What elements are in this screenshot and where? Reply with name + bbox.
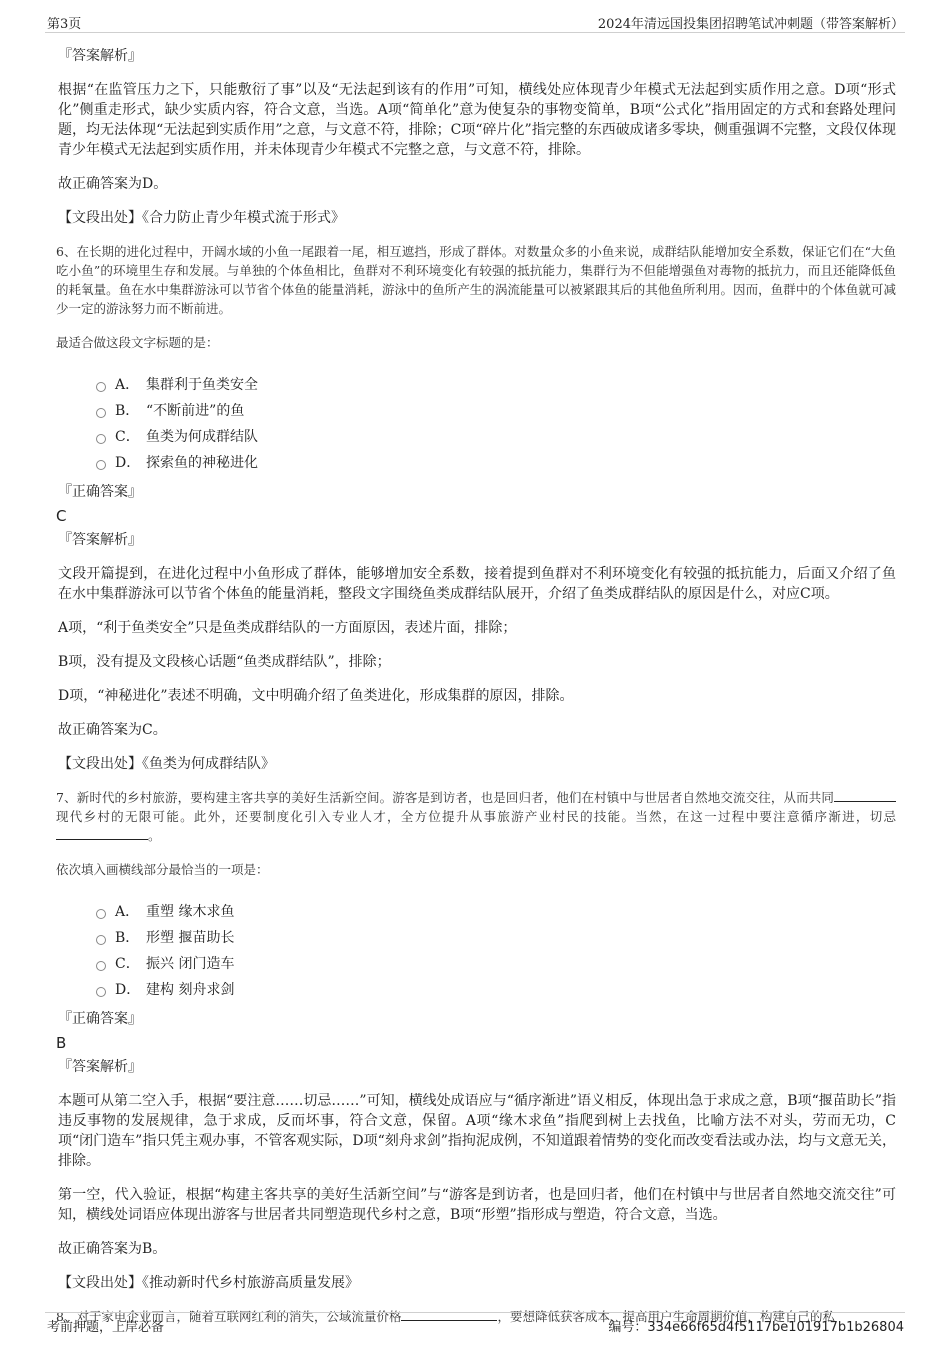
option-text: 建构 刻舟求剑 — [146, 982, 235, 998]
q6-prompt: 最适合做这段文字标题的是： — [56, 335, 219, 350]
q6-option-a[interactable] — [96, 372, 896, 398]
q7-option-d[interactable] — [96, 977, 896, 1003]
footer-divider — [45, 1312, 905, 1313]
q5-analysis-paragraph: 根据“在监管压力之下，只能敷衍了事”以及“无法起到该有的作用”可知，横线处应体现青少年模式无法起到实质作用之意。D项“形式化”侧重走形式，缺少实质内容，符合文意，当选。A项“简单化”意为使复杂的事物变简单，B项“公式化”指用固定的方式和套路处理问题，均无法体现“无法起到实质作用”之意，与文意不符，排除；C项“碎片化”指完整的东西破成诸多零块，侧重强调不完整，文段仅体现青少年模式无法起到实质作用，并未体现青少年模式不完整之意，与文意不符，排除。 — [58, 82, 896, 158]
q7-text-part: 。 — [148, 828, 161, 843]
header-divider — [45, 32, 905, 33]
q6-option-c[interactable] — [96, 424, 896, 450]
q7-conclusion: 故正确答案为B。 — [58, 1241, 167, 1257]
fill-blank — [834, 789, 896, 802]
q7-analysis-paragraph: 第一空，代入验证，根据“构建主客共享的美好生活新空间”与“游客是到访者，也是回归者，他们在村镇中与世居者自然地交流交往”可知，横线处词语应体现出游客与世居者共同塑造现代乡村之意，B项“形塑”指形成与塑造，符合文意，当选。 — [58, 1187, 896, 1223]
q7-option-b[interactable] — [96, 925, 896, 951]
option-text: 重塑 缘木求鱼 — [146, 904, 235, 920]
radio-icon[interactable] — [96, 935, 106, 945]
footer-code-label: 编号： — [608, 1320, 648, 1335]
q6-correct-label: 『正确答案』 — [58, 484, 142, 500]
q7-source: 【文段出处】《推动新时代乡村旅游高质量发展》 — [58, 1275, 359, 1291]
q8-text-part: 8、对于家电企业而言，随着互联网红利的消失，公域流量价格 — [56, 1309, 402, 1324]
q5-source: 【文段出处】《合力防止青少年模式流于形式》 — [58, 210, 345, 226]
q6-conclusion: 故正确答案为C。 — [58, 722, 167, 738]
page-footer — [0, 1312, 950, 1342]
option-text: 振兴 闭门造车 — [146, 956, 235, 972]
q8-text-part: ，要想降低获客成本、提高用户生命周期价值，构建自己的私 — [497, 1309, 835, 1324]
q7-analysis-paragraph: 本题可从第二空入手，根据“要注意……切忌……”可知，横线处成语应与“循序渐进”语义相反，体现出急于求成之意，B项“揠苗助长”指违反事物的发展规律，急于求成，反而坏事，符合文意，保留。A项“缘木求鱼”指爬到树上去找鱼，比喻方法不对头，劳而无功，C项“闭门造车”指只凭主观办事，不管客观实际，D项“刻舟求剑”指拘泥成例，不知道跟着情势的变化而改变看法或办法，均与文意无关，排除。 — [58, 1093, 896, 1169]
option-key: C． — [115, 429, 140, 445]
radio-icon[interactable] — [96, 987, 106, 997]
q6-analysis-paragraph: 文段开篇提到，在进化过程中小鱼形成了群体，能够增加安全系数，接着提到鱼群对不利环境变化有较强的抵抗能力，后面又介绍了鱼在水中集群游泳可以节省个体鱼的能量消耗，整段文字围绕鱼类成群结队展开，介绍了鱼类成群结队的原因是什么，对应C项。 — [58, 566, 896, 602]
q6-question: 6、在长期的进化过程中，开阔水域的小鱼一尾跟着一尾，相互遮挡，形成了群体。对数量众多的小鱼来说，成群结队能增加安全系数，保证它们在“大鱼吃小鱼”的环境里生存和发展。与单独的个体鱼相比，鱼群对不利环境变化有较强的抵抗能力，集群行为不但能增强鱼对毒物的抵抗力，而且还能降低鱼的耗氧量。鱼在水中集群游泳可以节省个体鱼的能量消耗，游泳中的鱼所产生的涡流能量可以被紧跟其后的其他鱼所利用。因而，鱼群中的个体鱼就可减少一定的游泳努力而不断前进。 — [56, 244, 896, 316]
option-key: A． — [115, 377, 140, 393]
footer-code — [608, 1316, 904, 1335]
option-text: 鱼类为何成群结队 — [146, 429, 258, 445]
option-text: 形塑 揠苗助长 — [146, 930, 235, 946]
radio-icon[interactable] — [96, 382, 106, 392]
q7-analysis-label: 『答案解析』 — [58, 1059, 142, 1075]
q7-prompt: 依次填入画横线部分最恰当的一项是： — [56, 862, 269, 877]
page-content — [56, 46, 896, 1342]
q5-conclusion: 故正确答案为D。 — [58, 176, 168, 192]
q6-analysis-label: 『答案解析』 — [58, 532, 142, 548]
q7-correct-answer: B — [56, 1034, 67, 1052]
option-text: 集群利于鱼类安全 — [146, 377, 258, 393]
q7-options — [96, 899, 896, 1003]
page-number: 第3页 — [47, 17, 82, 32]
page-header — [0, 0, 950, 30]
q6-analysis-paragraph: A项，“利于鱼类安全”只是鱼类成群结队的一方面原因，表述片面，排除； — [58, 620, 517, 636]
option-key: B． — [115, 403, 140, 419]
option-key: C． — [115, 956, 140, 972]
q5-analysis-label: 『答案解析』 — [58, 48, 142, 64]
q7-option-a[interactable] — [96, 899, 896, 925]
radio-icon[interactable] — [96, 408, 106, 418]
q6-option-d[interactable] — [96, 450, 896, 476]
q7-question — [56, 788, 896, 845]
radio-icon[interactable] — [96, 434, 106, 444]
q6-options — [96, 372, 896, 476]
option-text: 探索鱼的神秘进化 — [146, 455, 258, 471]
option-key: D． — [115, 982, 141, 998]
option-text: “不断前进”的鱼 — [146, 403, 245, 419]
radio-icon[interactable] — [96, 460, 106, 470]
radio-icon[interactable] — [96, 961, 106, 971]
q6-analysis-paragraph: B项，没有提及文段核心话题“鱼类成群结队”，排除； — [58, 654, 391, 670]
q6-source: 【文段出处】《鱼类为何成群结队》 — [58, 756, 275, 772]
q7-option-c[interactable] — [96, 951, 896, 977]
option-key: A． — [115, 904, 140, 920]
q6-correct-answer: C — [56, 507, 67, 525]
q6-analysis-paragraph: D项，“神秘进化”表述不明确，文中明确介绍了鱼类进化，形成集群的原因，排除。 — [58, 688, 574, 704]
footer-slogan: 考前押题，上岸必备 — [47, 1320, 165, 1335]
document-title: 2024年清远国投集团招聘笔试冲刺题（带答案解析） — [597, 17, 904, 32]
q6-option-b[interactable] — [96, 398, 896, 424]
q7-text-part: 7、新时代的乡村旅游，要构建主客共享的美好生活新空间。游客是到访者，也是回归者，他们在村镇中与世居者自然地交流交往，从而共同 — [56, 790, 834, 805]
radio-icon[interactable] — [96, 909, 106, 919]
footer-code-value: 334e66f65d4f5117be101917b1b26804 — [647, 1320, 904, 1335]
option-key: D． — [115, 455, 141, 471]
fill-blank — [56, 827, 148, 840]
q7-correct-label: 『正确答案』 — [58, 1011, 142, 1027]
option-key: B． — [115, 930, 140, 946]
q7-text-part: 现代乡村的无限可能。此外，还要制度化引入专业人才，全方位提升从事旅游产业村民的技能。当然，在这一过程中要注意循序渐进，切忌 — [56, 809, 896, 824]
